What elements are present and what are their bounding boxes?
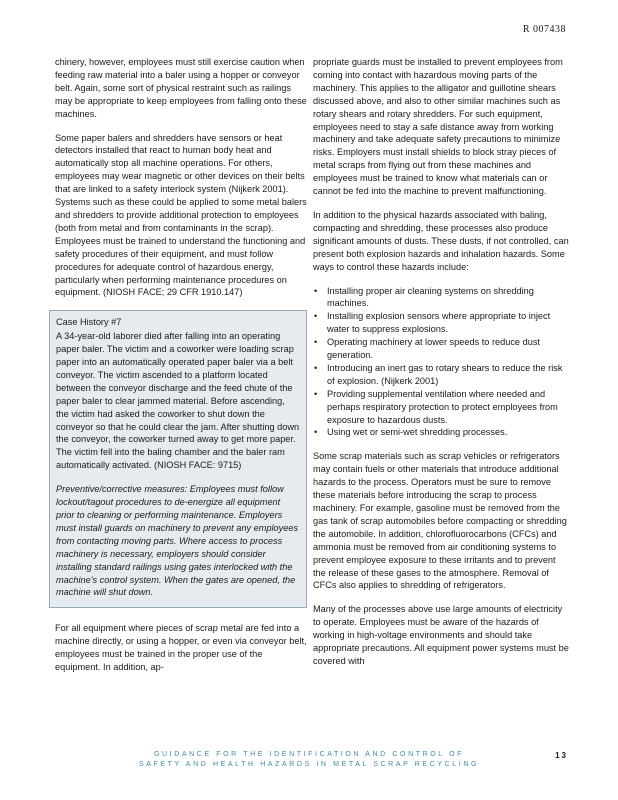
case-history-body: A 34-year-old laborer died after falling into an operating paper baler. The victim and a coworker were loading scrap paper into an automatically operated paper baler via a belt conveyor. The victim ascended to a platform located between the conveyor discharge and the feed chute of the paper baler to clear jammed material. Before ascending, the victim had asked the coworker to shut down the conveyor so that he could clear the jam. After shutting down the conveyor, the coworker turned away to get more paper. The victim fell into the baling chamber and the baler ram automatically activated. (NIOSH FACE: 9715) [56, 331, 300, 471]
list-item: • Installing explosion sensors where appropriate to inject water to suppress explosions. [313, 310, 569, 336]
document-id: R 007438 [522, 24, 566, 35]
paragraph: chinery, however, employees must still exercise caution when feeding raw material into a baler using a hopper or conveyor belt. Again, some sort of physical restraint such as railings may be appropriate to keep employees from falling onto these machines. [55, 57, 307, 119]
paragraph: Some scrap materials such as scrap vehicles or refrigerators may contain fuels or other materials that introduce additional hazards to the process. Operators must be sure to remove these materials before introducing the scrap to process machinery. For example, gasoline must be removed from the gas tank of scrap automobiles before compacting or shredding the automobile. In addition, chlorofluorocarbons (CFCs) and ammonia must be removed from air conditioning systems to prevent employee exposure to these irritants and to prevent the release of these gases to the atmosphere. Removal of CFCs also applies to shredding of refrigerators. [313, 451, 567, 591]
footer-line: GUIDANCE FOR THE IDENTIFICATION AND CONTROL OF [153, 751, 465, 758]
paragraph: propriate guards must be installed to prevent employees from coming into contact with hazardous moving parts of the machinery. This applies to the alligator and guillotine shears discussed above, and also to other similar machines such as rotary shears and rotary shredders. For such equipment, employees need to stay a safe distance away from working machinery and take adequate safety precautions to minimize risks. Employers must install shields to block stray pieces of metal scraps from flying out from these machines and employees must be trained to know what materials can or cannot be fed into the machine to prevent malfunctioning. [313, 57, 563, 197]
hazard-control-list [313, 285, 569, 440]
footer [0, 750, 618, 770]
case-history-title: Case History #7 [56, 317, 122, 328]
case-history-box [49, 310, 307, 608]
list-item: • Installing proper air cleaning systems on shredding machines. [313, 285, 569, 311]
list-item: • Introducing an inert gas to rotary shears to reduce the risk of explosion. (Nijkerk 2001) [313, 362, 569, 388]
list-item: • Using wet or semi-wet shredding processes. [313, 426, 569, 439]
case-history-measures: Preventive/corrective measures: Employees must follow lockout/tagout procedures to de-energize all equipment prior to cleaning or performing maintenance. Employers must install guards on machinery to prevent any employees from contacting moving parts. Where access to process machinery is necessary, employers should consider installing standard railings using gates interlocked with the machine's control system. When the gates are opened, the machine will shut down. [56, 484, 299, 598]
paragraph: Many of the processes above use large amounts of electricity to operate. Employees must be aware of the hazards of working in high-voltage environments and should take appropriate precautions. All equipment power systems must be covered with [313, 604, 569, 666]
left-column [55, 56, 307, 685]
paragraph: In addition to the physical hazards associated with baling, compacting and shredding, these processes also produce significant amounts of dusts. These dusts, if not controlled, can present both explosion hazards and inhalation hazards. Some ways to control these hazards include: [313, 209, 569, 272]
list-item: • Operating machinery at lower speeds to reduce dust generation. [313, 336, 569, 362]
paragraph: For all equipment where pieces of scrap metal are fed into a machine directly, or using a hopper, or even via conveyor belt, employees must be trained in the proper use of the equipment. In addition, ap- [55, 623, 307, 673]
footer-line: SAFETY AND HEALTH HAZARDS IN METAL SCRAP RECYCLING [138, 761, 480, 768]
page-number: 13 [555, 751, 568, 760]
right-column [313, 56, 569, 679]
paragraph: Some paper balers and shredders have sensors or heat detectors installed that react to human body heat and automatically stop all machine operations. For others, employees may wear magnetic or other devices on their belts that are linked to a safety interlock system (Nijkerk 2001). Systems such as these could be applied to some metal balers and shredders to provide additional protection to employees (both from metal and from contaminants in the scrap). Employees must be trained to understand the functioning and safety procedures of their equipment, and must follow procedures for adequate control of hazardous energy, particularly when performing maintenance procedures on equipment. (NIOSH FACE; 29 CFR 1910.147) [55, 132, 307, 298]
list-item: • Providing supplemental ventilation where needed and perhaps respiratory protection to protect employees from exposure to hazardous dusts. [313, 388, 569, 427]
